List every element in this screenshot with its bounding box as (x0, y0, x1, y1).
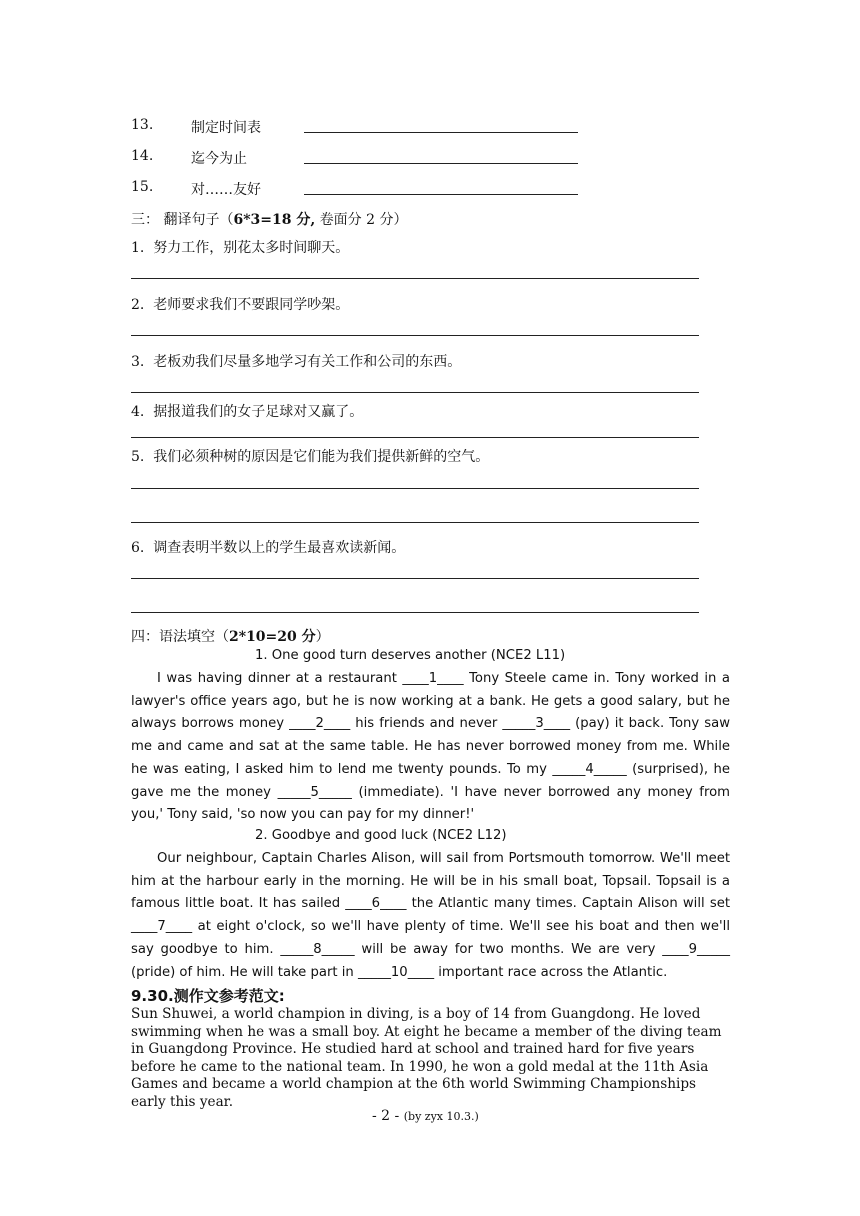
answer-line (131, 488, 699, 489)
translation-question-3: 3. 老板劝我们尽量多地学习有关工作和公司的东西。 (131, 354, 462, 370)
translation-question-6: 6. 调查表明半数以上的学生最喜欢读新闻。 (131, 540, 406, 556)
item-prompt: 对……友好 (191, 182, 261, 198)
item-number: 15. (131, 179, 154, 195)
passage-2-title: 2. Goodbye and good luck (NCE2 L12) (255, 828, 507, 843)
passage-2-text: Our neighbour, Captain Charles Alison, will sail from Portsmouth tomorrow. We'll meet him at the harbour early in the morning. He will be in his small boat, Topsail. Topsail is a famous little boat. It has sailed ____6____ the Atlantic many times. Captain Alison will set ____7____ at eight o'clock, so we'll have plenty of time. We'll see his boat and then we'll say goodbye to him. _____8_____ will be away for two months. We are very ____9_____ (pride) of him. He will take part in _____10____ important race across the Atlantic. (131, 851, 730, 980)
section-3-score: 6*3=18 分, (233, 212, 316, 228)
passage-1-text: I was having dinner at a restaurant ____1____ Tony Steele came in. Tony worked in a lawyer's office years ago, but he is now working at a bank. He gets a good salary, but he always borrows money ____2____ his friends and never _____3____ (pay) it back. Tony saw me and came and sat at the same table. He has never borrowed money from me. While he was eating, I asked him to lend me twenty pounds. To my _____4_____ (surprised), he gave me the money _____5_____ (immediate). 'I have never borrowed any money from you,' Tony said, 'so now you can pay for my dinner!' (131, 671, 730, 823)
item-prompt: 制定时间表 (191, 120, 261, 136)
item-prompt: 迄今为止 (191, 151, 247, 167)
page-number: - 2 - (372, 1108, 400, 1124)
answer-line (131, 335, 699, 336)
page-footer (372, 1108, 479, 1124)
answer-blank (304, 194, 578, 195)
translation-question-4: 4. 据报道我们的女子足球对又赢了。 (131, 404, 364, 420)
answer-line (131, 612, 699, 613)
section-4-heading: 四：语法填空（2*10=20 分） (131, 629, 330, 645)
answer-blank (304, 132, 578, 133)
item-number: 14. (131, 148, 154, 164)
passage-1-title: 1. One good turn deserves another (NCE2 L11) (255, 648, 566, 663)
answer-line (131, 437, 699, 438)
answer-line (131, 578, 699, 579)
essay-body: Sun Shuwei, a world champion in diving, is a boy of 14 from Guangdong. He loved swimming when he was a small boy. At eight he became a member of the diving team in Guangdong Province. He studied hard at school and trained hard for five years before he came to the national team. In 1990, he won a gold medal at the 11th Asia Games and became a world champion at the 6th world Swimming Championships early this year. (131, 1006, 722, 1110)
section-4-score: 2*10=20 分 (229, 629, 316, 645)
translation-question-1: 1. 努力工作，别花太多时间聊天。 (131, 240, 350, 256)
passage-2-body (131, 848, 730, 984)
answer-line (131, 392, 699, 393)
translation-question-5: 5. 我们必须种树的原因是它们能为我们提供新鲜的空气。 (131, 449, 490, 465)
answer-blank (304, 163, 578, 164)
answer-line (131, 522, 699, 523)
essay-heading: 9.30.测作文参考范文: (131, 987, 285, 1005)
section-3-heading: 三： 翻译句子（6*3=18 分, 卷面分 2 分） (131, 212, 408, 228)
item-number: 13. (131, 117, 154, 133)
translation-question-2: 2. 老师要求我们不要跟同学吵架。 (131, 297, 350, 313)
answer-line (131, 278, 699, 279)
footer-note: (by zyx 10.3.) (403, 1110, 479, 1123)
passage-1-body (131, 668, 730, 827)
